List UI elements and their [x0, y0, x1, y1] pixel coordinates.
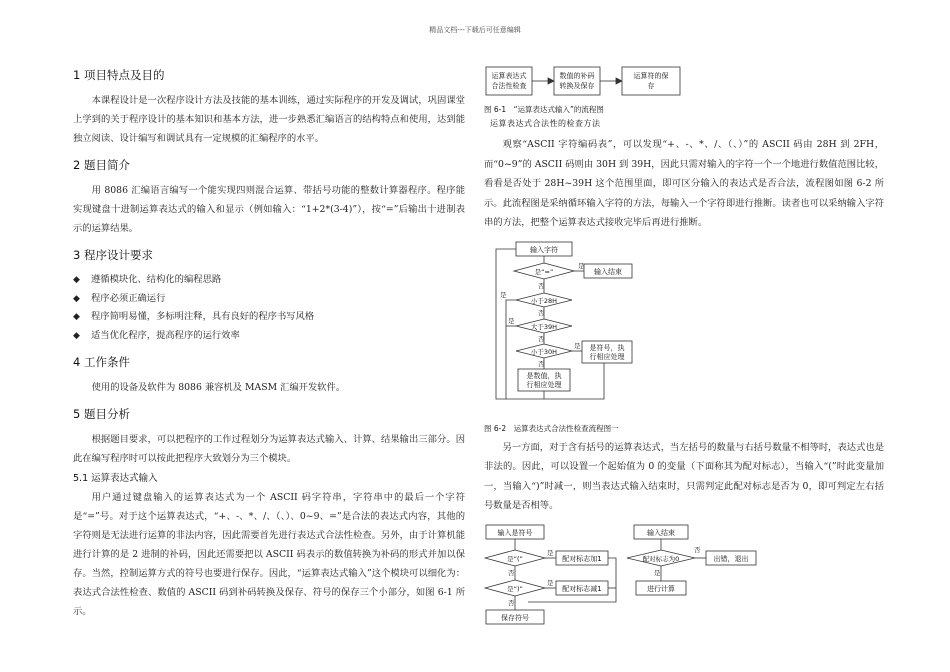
- arrow-head: [548, 78, 554, 84]
- label-yes: 是: [574, 341, 581, 350]
- decision-text: 小于30H: [530, 347, 558, 356]
- figure-6-1: [484, 64, 704, 98]
- section-3-title: 3 程序设计要求: [73, 248, 153, 262]
- list-item: ◆ 遵循模块化、结构化的编程思路: [73, 271, 465, 290]
- section-5-1-text: 用户通过键盘输入的运算表达式为一个 ASCII 码字符串，字符串中的最后一个字符是“=”号。对于这个运算表达式，“+、-、*、/、（、）、0~9、=”是合法的表达式内容，其他的字符则是无法进行运算的非法内容，因此需要首先进行表达式合法性检查。另外，由于计算机能进行计算的是 2 进制的补码，因此还需要把以 ASCII 码表示的数值转换为补码的形式并加以保存。当然，控制运算方式的符号也要进行保存。因此，“运算表达式输入”这个模块可以细化为：表达式合法性检查、数值的 ASCII 码到补码转换及保存、符号的保存三个小部分，如图 6-1 所示。: [73, 492, 465, 617]
- figure-6-2-caption: 图 6-2 运算表达式合法性检查流程图一: [484, 423, 619, 433]
- box-text: 转换及保存: [559, 82, 595, 90]
- label-no: 否: [538, 308, 545, 317]
- section-2-text: 用 8086 汇编语言编写一个能实现四则混合运算、带括号功能的整数计算器程序。程序能实现键盘十进制运算表达式的输入和显示（例如输入：“1+2*(3-4)”），按“=”后输出十进制表示的运算结果。: [73, 185, 465, 234]
- box-text: 行相应处理: [526, 380, 562, 389]
- box-text: 输入字符: [530, 245, 558, 254]
- paragraph-ascii: 观察“ASCII 字符编码表”，可以发现“+、-、*、/、（、）”的 ASCII 码由 28H 到 2FH，而“0~9”的 ASCII 码则由 30H 到 39H，因此只需对输入的字符一个一个地进行数值范围比较，看看是否处于 28H~39H 这个范围里面，即可区分输入的表达式是否合法，流程图如图 6-2 所示。此流程图是采纳循环输入字符的方法，每输入一个字符即进行推断。读者也可以采纳输入字符串的方法，把整个运算表达式接收完毕后再进行推断。: [484, 139, 884, 228]
- figure-6-1-caption: 图 6-1 “运算表达式输入”的流程图: [484, 105, 604, 114]
- page-header: 精品文档---下载后可任意编辑: [429, 26, 521, 34]
- box-text: 运算符的保: [633, 72, 669, 80]
- decision-text: 配对标志为0: [642, 554, 680, 563]
- box-text: 运算表达式: [491, 72, 527, 80]
- figure-6-2: [484, 239, 644, 415]
- section-5-title: 5 题目分析: [73, 407, 130, 421]
- label-yes: 是: [508, 316, 515, 325]
- box-text: 输入是符号: [497, 528, 533, 537]
- box-text: 行相应处理: [589, 352, 625, 361]
- box-text: 存: [647, 82, 655, 90]
- section-1-text: 本课程设计是一次程序设计方法及技能的基本训练，通过实际程序的开发及调试，巩固课堂上学到的关于程序设计的基本知识和基本方法，进一步熟悉汇编语言的结构特点和使用，达到能独立阅读、设计编写和调试具有一定规模的汇编程序的水平。: [73, 95, 465, 144]
- decision-text: 小于28H: [530, 296, 558, 305]
- list-item: ◆ 程序必须正确运行: [73, 290, 465, 309]
- label-no: 否: [508, 598, 515, 607]
- section-1-title: 1 项目特点及目的: [73, 68, 165, 82]
- label-yes: 是: [578, 261, 585, 270]
- box-text: 出错，退出: [713, 554, 749, 563]
- section-4-title: 4 工作条件: [73, 355, 130, 369]
- box-text: 配对标志减1: [562, 584, 602, 593]
- box-text: 配对标志加1: [562, 554, 602, 563]
- list-item: ◆ 适当优化程序，提高程序的运行效率: [73, 327, 465, 346]
- right-column: [484, 64, 884, 638]
- decision-text: 是“)”: [507, 584, 523, 593]
- section-5-text: 根据题目要求，可以把程序的工作过程划分为运算表达式输入、计算、结果输出三部分。因此在编写程序时可以按此把程序大致划分为三个模块。: [73, 434, 465, 464]
- section-2-title: 2 题目简介: [73, 158, 130, 172]
- label-no: 否: [508, 568, 515, 577]
- subsection-title: 运算表达式合法性的检查方法: [490, 119, 601, 128]
- left-column: [73, 62, 465, 621]
- box-text: 合法性检查: [491, 82, 527, 90]
- list-item: ◆ 程序简明易懂，多标明注释，具有良好的程序书写风格: [73, 308, 465, 327]
- figure-6-3: [484, 522, 884, 634]
- label-no: 否: [538, 334, 545, 343]
- box-text: 进行计算: [647, 584, 675, 593]
- requirements-list: [73, 271, 465, 345]
- box-text: 输入结束: [647, 528, 675, 537]
- box-text: 是数值，执: [526, 371, 562, 380]
- label-yes: 是: [654, 568, 661, 577]
- section-5-1-title: 5.1 运算表达式输入: [73, 473, 158, 484]
- box-text: 输入结束: [594, 267, 622, 276]
- label-yes: 是: [547, 548, 554, 557]
- paragraph-brackets: 另一方面，对于含有括号的运算表达式，当左括号的数量与右括号数量不相等时，表达式也是非法的。因此，可以设置一个起始值为 0 的变量（下面称其为配对标志），当输入“(”时此变量加一，当输入“)”时减一，则当表达式输入结束时，只需判定此配对标志是否为 0，即可判定左右括号数量是否相等。: [484, 441, 884, 511]
- label-yes: 是: [500, 290, 507, 299]
- label-no: 否: [538, 359, 545, 368]
- label-no: 否: [538, 281, 545, 290]
- arrow-head: [616, 78, 622, 84]
- label-no: 否: [694, 545, 701, 554]
- box-text: 数值的补码: [559, 72, 595, 80]
- box-text: 保存符号: [501, 613, 529, 622]
- box-text: 是符号，执: [589, 343, 625, 352]
- decision-text: 是“=”: [534, 267, 554, 276]
- decision-text: 大于39H: [530, 322, 558, 331]
- section-4-text: 使用的设备及软件为 8086 兼容机及 MASM 汇编开发软件。: [91, 382, 346, 393]
- label-yes: 是: [547, 578, 554, 587]
- decision-text: 是“(”: [507, 554, 523, 563]
